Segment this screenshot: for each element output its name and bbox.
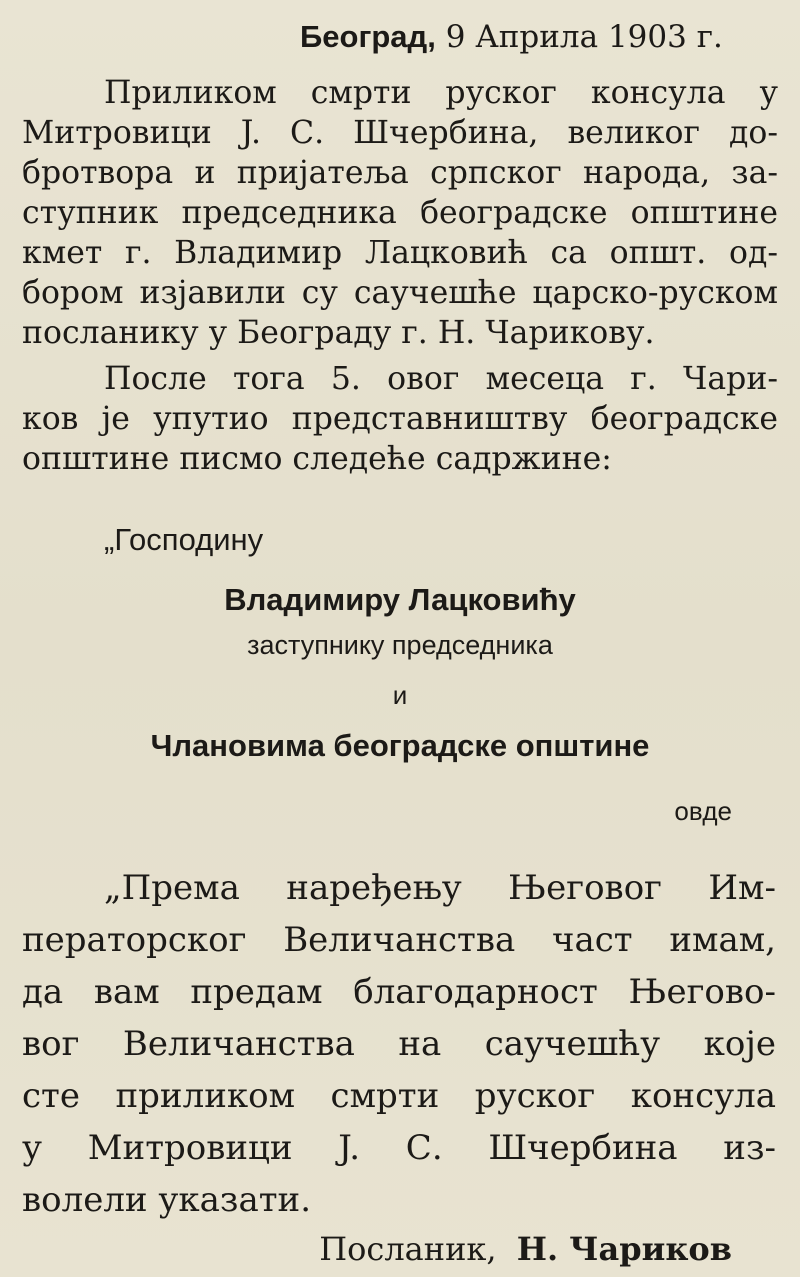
para1-line-5: кмет г. Владимир Лацковић са општ. од- — [22, 235, 778, 271]
letter-line-5: сте приликом смрти руског консула — [22, 1076, 776, 1116]
letter-line-1: „Према наређењу Његовог Им- — [104, 868, 776, 908]
letter-line-2: ператорског Величанства част имам, — [22, 920, 776, 960]
addressee-location: овде — [674, 796, 732, 826]
para2-line-1: После тога 5. овог месеца г. Чари- — [104, 361, 778, 397]
signature — [319, 1228, 732, 1270]
para1-line-6: бором изјавили су саучешће царско-руском — [22, 275, 778, 311]
letter-line-4: вог Величанства на саучешћу које — [22, 1024, 776, 1064]
dateline-date: 9 Априла 1903 г. — [445, 19, 723, 55]
addressee-name: Владимиру Лацковићу — [224, 582, 576, 617]
addressee-members: Члановима београдске општине — [150, 728, 650, 763]
para1-line-1: Приликом смрти руског консула у — [104, 75, 778, 111]
salutation: „Господину — [104, 522, 264, 557]
letter-line-7: волели указати. — [22, 1180, 312, 1220]
para1-line-3: бротвора и пријатеља српског народа, за- — [22, 155, 778, 191]
letter-line-6: у Митровици J. С. Шчербина из- — [22, 1128, 776, 1168]
signature-title: Посланик, — [319, 1230, 497, 1268]
para2-line-2: ков је упутио представништву београдске — [22, 401, 778, 437]
dateline — [300, 16, 740, 58]
para1-line-4: ступник председника београдске општине — [22, 195, 778, 231]
dateline-place: Београд, — [300, 19, 436, 54]
signature-name: Н. Чариков — [516, 1230, 732, 1268]
letter-line-3: да вам предам благодарност Његово- — [22, 972, 776, 1012]
addressee-position: заступнику председника — [247, 630, 553, 660]
para1-line-7: посланику у Београду г. Н. Чарикову. — [22, 315, 655, 351]
para1-line-2: Митровици J. С. Шчербина, великог до- — [22, 115, 778, 151]
para2-line-3: општине писмо следеће садржине: — [22, 441, 612, 477]
conjunction: и — [392, 680, 408, 710]
